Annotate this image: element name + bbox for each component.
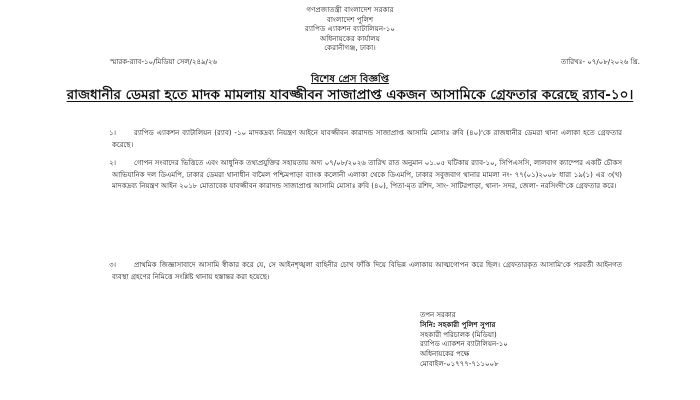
police-name: বাংলাদেশ পুলিশ: [326, 14, 374, 24]
government-name: গণপ্রজাতন্ত্রী বাংলাদেশ সরকার: [306, 5, 394, 14]
paragraph-3: [109, 260, 622, 283]
paragraph-text: র‍্যাপিড এ্যাকশন ব্যাটালিয়ন (র‍্যাব) -১০ মাদকদ্রব্য নিয়ন্ত্রণ আইনে যাবজ্জীবন কারাদন্ড সাজাপ্রাপ্ত আসামি মোসাঃ রুবি (৪০)'কে রাজধানীর ডেমরা থানা এলাকা হতে গ্রেফতার করেছে।: [112, 129, 622, 149]
headline-text: রাজধানীর ডেমরা হতে মাদক মামলায় যাবজ্জীবন সাজাপ্রাপ্ত একজন আসামিকে গ্রেফতার করেছে র‍্যাব-১০।: [66, 87, 634, 103]
office-name: অধিনায়কের কার্যালয়: [320, 33, 380, 43]
paragraph-text: গোপন সংবাদের ভিত্তিতে এবং আধুনিক তথ্যপ্রযুক্তির সহায়তায় অদ্য ০৭/০৮/২০২৬ তারিখ রাত অনুমান ০১.০৫ ঘটিকায় র‍্যাব-১০, সিপিএসসি, লালবাগ ক্যাম্পের একটি চৌকস আভিযানিক দল ডিএমপি, ঢাকার ডেমরা থানাধীন বামৈল পশ্চিমপাড়া ব্যাংক কলোনী এলাকা থেকে ডিএমপি, ঢাকার সবুজবাগ থানার মামলা নং- ৭৭(০১)২০০৮ ধারা ১৯(১) এর ৩(খ) মাদকদ্রব্য নিয়ন্ত্রণ আইন ২০১৮ মোতাবেক যাবজ্জীবন কারাদন্ড সাজাপ্রাপ্ত আসামি মোসাঃ রুবি (৪০), পিতা-মৃত রশিদ, সাং- সাটিরপাড়া, থানা- সদর, জেলা- নরসিংদী'কে গ্রেফতার করে।: [112, 159, 622, 191]
signatory-mobile: মোবাইল-০১৭৭৭-৭১১০০৮: [420, 359, 499, 368]
paragraph-2: [109, 158, 622, 193]
headline: [60, 85, 640, 105]
paragraph-number: ১।: [109, 129, 117, 137]
paragraph-number: ৩।: [109, 261, 117, 269]
signatory-title: সিনি: সহকারী পুলিশ সুপার: [420, 320, 496, 329]
battalion-name: র‍্যাপিড এ্যাকশন ব্যাটালিয়ন-১০: [304, 24, 396, 34]
signatory-behalf: অধিনায়কের পক্ষে: [420, 350, 470, 359]
paragraph-text: প্রাথমিক জিজ্ঞাসাবাদে আসামি স্বীকার করে যে, সে আইনশৃঙ্খলা বাহিনীর চোখ ফাঁকি দিয়ে বিভিন্ন এলাকায় আত্মগোপন করে ছিল। গ্রেফতারকৃত আসামি'কে পরবর্তী আইনগত ব্যবস্থা গ্রহণের নিমিত্তে সংশ্লিষ্ট থানায় হস্তান্তর করা হয়েছে।: [112, 261, 622, 281]
document-date: তারিখঃ- ০৭/০৮/২০২৬ খ্রি.: [561, 58, 640, 66]
office-location: কেরানীগঞ্জ, ঢাকা।: [324, 43, 376, 53]
paragraph-number: ২।: [109, 159, 117, 167]
signatory-name: তপন সরকার: [420, 311, 456, 319]
signatory-role: সহকারী পরিচালক (মিডিয়া): [420, 330, 497, 339]
letterhead: [0, 5, 700, 53]
signatory-unit: র‍্যাপিড এ্যাকশন ব্যাটালিয়ন-১০: [420, 340, 508, 349]
signature-block: [420, 311, 508, 370]
paragraph-1: [109, 128, 622, 151]
notice-title-text: বিশেষ প্রেস বিজ্ঞপ্তি: [310, 74, 390, 85]
memo-number: স্মারক-র‍্যাব-১০/মিডিয়া সেল/২৪৯/২৬: [110, 58, 217, 66]
